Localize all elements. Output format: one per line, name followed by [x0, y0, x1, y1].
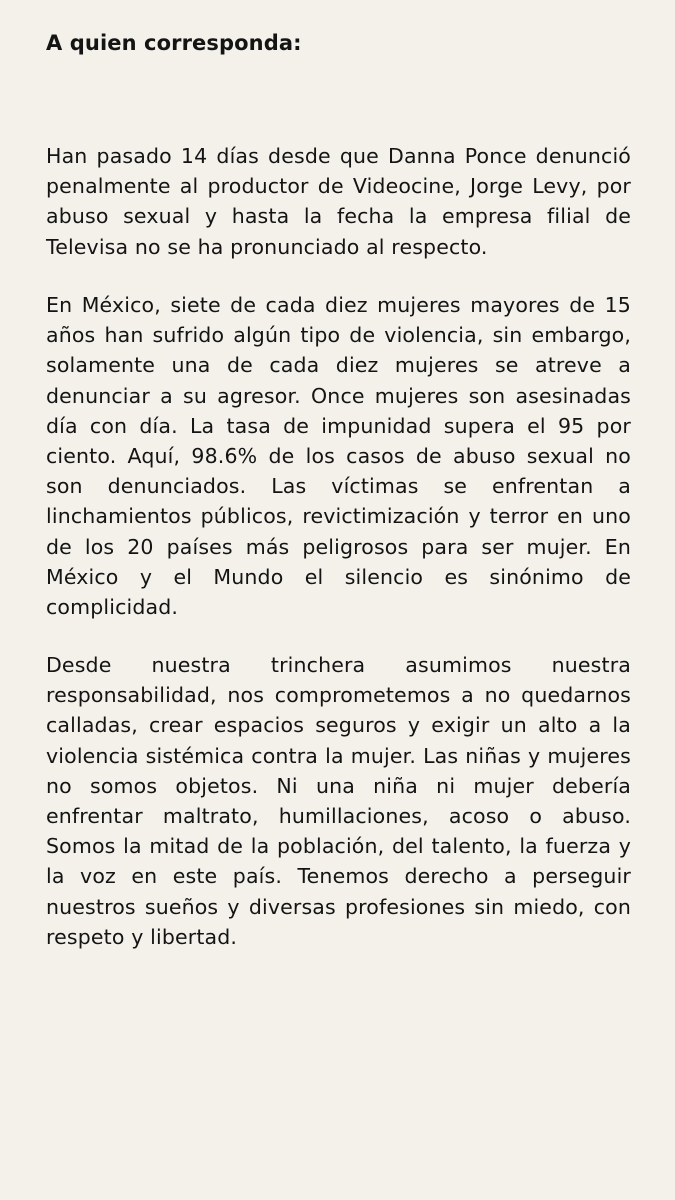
letter-paragraph-2: En México, siete de cada diez mujeres mayores de 15 años han sufrido algún tipo de violencia, sin embargo, solamente una de cada diez mujeres se atreve a denunciar a su agresor. Once mujeres son asesinadas día con día. La tasa de impunidad supera el 95 por ciento. Aquí, 98.6% de los casos de abuso sexual no son denunciados. Las víctimas se enfrentan a linchamientos públicos, revictimización y terror en uno de los 20 países más peligrosos para ser mujer. En México y el Mundo el silencio es sinónimo de complicidad.	[46, 293, 631, 620]
letter-paragraph-3: Desde nuestra trinchera asumimos nuestra responsabilidad, nos comprometemos a no quedarnos calladas, crear espacios seguros y exigir un alto a la violencia sistémica contra la mujer. Las niñas y mujeres no somos objetos. Ni una niña ni mujer debería enfrentar maltrato, humillaciones, acoso o abuso. Somos la mitad de la población, del talento, la fuerza y la voz en este país. Tenemos derecho a perseguir nuestros sueños y diversas profesiones sin miedo, con respeto y libertad.	[46, 653, 631, 949]
letter-paragraph-1: Han pasado 14 días desde que Danna Ponce denunció penalmente al productor de Videocine, Jorge Levy, por abuso sexual y hasta la fecha la empresa filial de Televisa no se ha pronunciado al respecto.	[46, 144, 631, 259]
letter-salutation: A quien corresponda:	[46, 31, 302, 55]
